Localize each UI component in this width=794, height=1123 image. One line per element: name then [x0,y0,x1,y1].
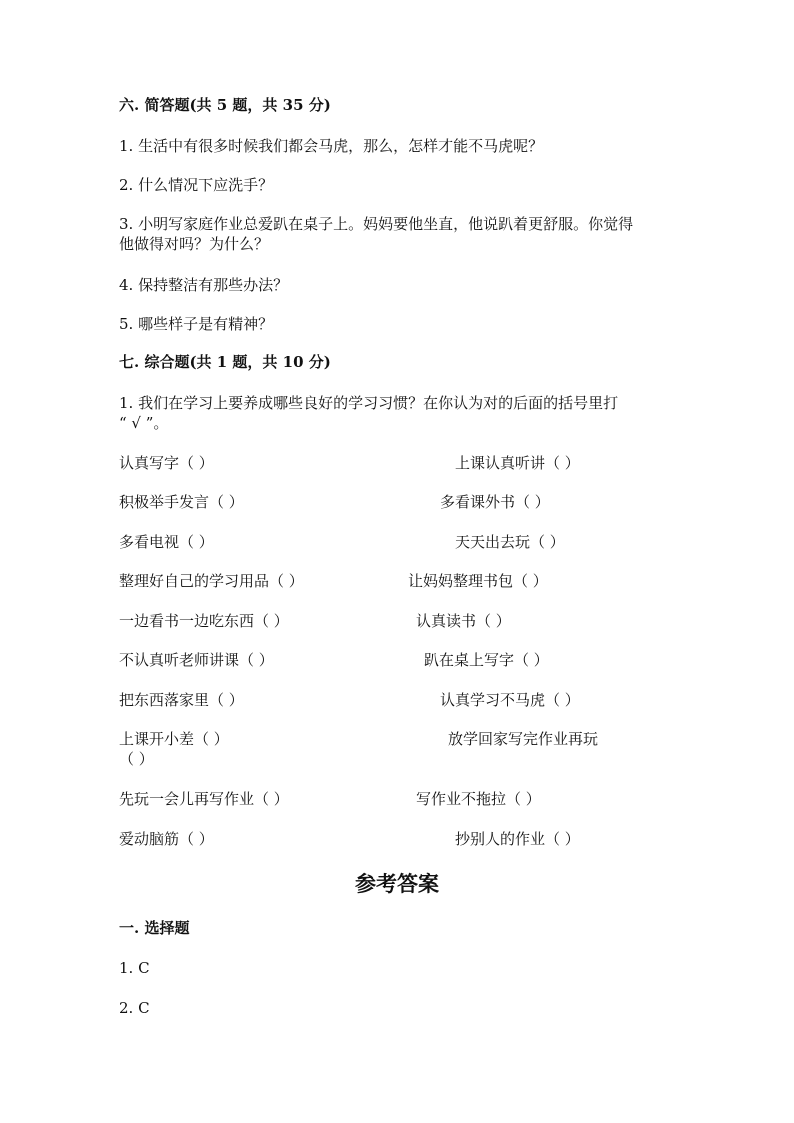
answer-1: 1. C [119,959,150,977]
section7-question-1-line2: “ √ ”。 [119,414,169,432]
section6-question-3-line2: 他做得对吗？为什么？ [119,235,270,253]
section7-question-1-line1: 1. 我们在学习上要养成哪些良好的学习习惯？在你认为对的后面的括号里打 [119,394,619,412]
answers-title: 参考答案 [355,871,439,896]
habit-item-left: 上课开小差（ ） [119,730,229,748]
habit-item-right-wrap: （ ） [119,750,154,768]
section6-question-5: 5. 哪些样子是有精神？ [119,315,274,333]
habit-item-left: 先玩一会儿再写作业（ ） [119,790,289,808]
section7-heading: 七. 综合题(共 1 题，共 10 分) [119,353,331,371]
answer-2: 2. C [119,999,150,1017]
habit-item-right: 天天出去玩（ ） [455,533,565,551]
answers-section1-heading: 一. 选择题 [119,919,190,937]
habit-item-right: 放学回家写完作业再玩 [448,730,599,748]
habit-item-left: 积极举手发言（ ） [119,493,244,511]
section6-question-4: 4. 保持整洁有那些办法？ [119,276,289,294]
habit-item-left: 爱动脑筋（ ） [119,830,214,848]
habit-item-right: 认真读书（ ） [416,612,511,630]
habit-item-left: 不认真听老师讲课（ ） [119,651,274,669]
habit-item-right: 抄别人的作业（ ） [455,830,580,848]
habit-item-right: 认真学习不马虎（ ） [440,691,580,709]
habit-item-left: 把东西落家里（ ） [119,691,244,709]
habit-item-left: 整理好自己的学习用品（ ） [119,572,304,590]
habit-item-left: 多看电视（ ） [119,533,214,551]
section6-question-3-line1: 3. 小明写家庭作业总爱趴在桌子上。妈妈要他坐直，他说趴着更舒服。你觉得 [119,215,634,233]
section6-question-1: 1. 生活中有很多时候我们都会马虎，那么，怎样才能不马虎呢？ [119,137,544,155]
habit-item-left: 认真写字（ ） [119,454,214,472]
habit-item-right: 趴在桌上写字（ ） [424,651,549,669]
habit-item-right: 上课认真听讲（ ） [455,454,580,472]
section6-question-2: 2. 什么情况下应洗手？ [119,176,274,194]
habit-item-left: 一边看书一边吃东西（ ） [119,612,289,630]
habit-item-right: 多看课外书（ ） [440,493,550,511]
habit-item-right: 写作业不拖拉（ ） [416,790,541,808]
habit-item-right: 让妈妈整理书包（ ） [408,572,548,590]
section6-heading: 六. 简答题(共 5 题，共 35 分) [119,96,331,114]
